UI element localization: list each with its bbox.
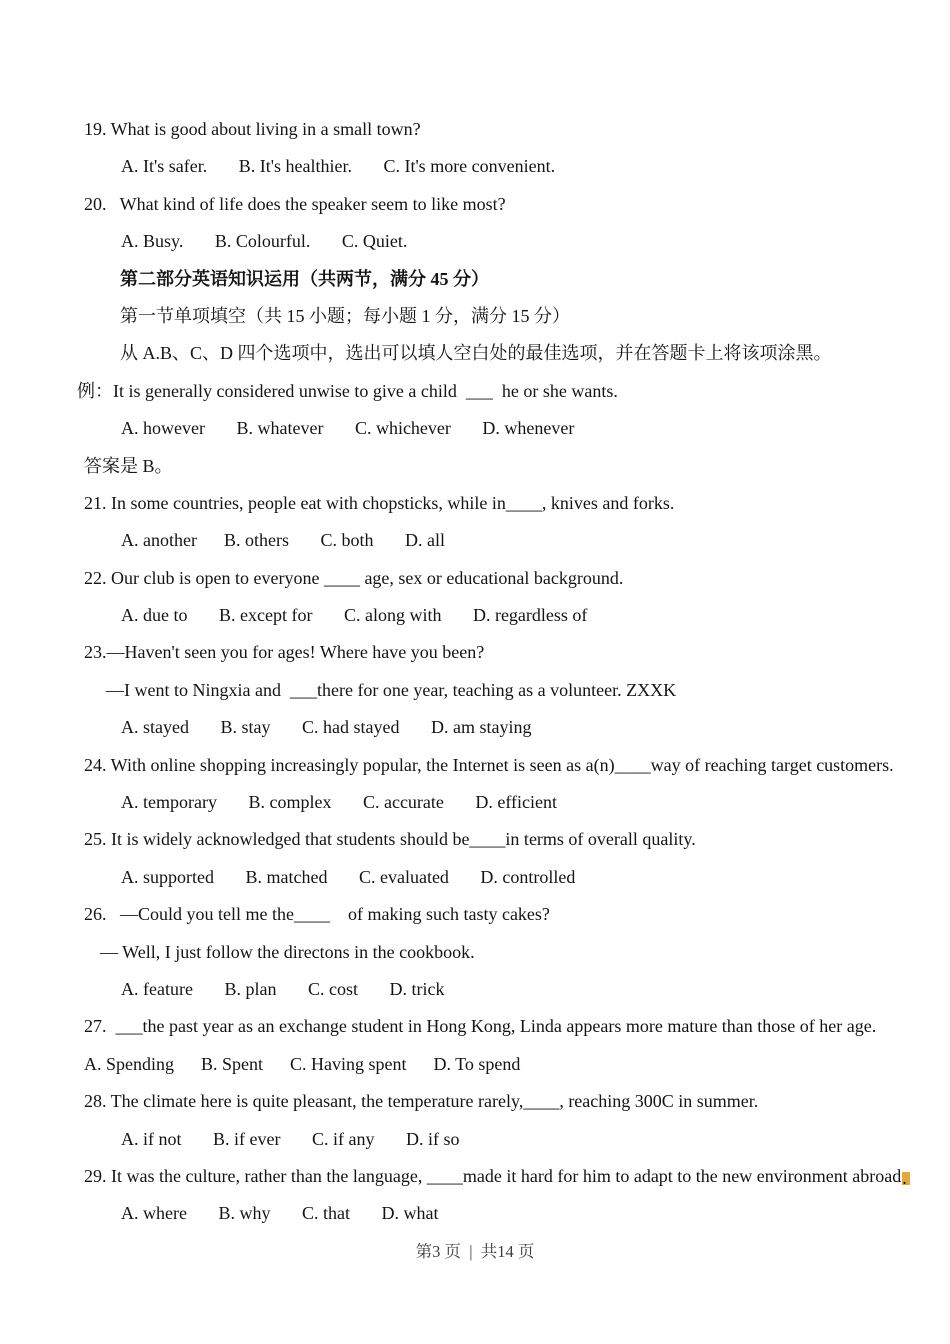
question-19: 19. What is good about living in a small town?: [84, 119, 421, 139]
example-options: A. however B. whatever C. whichever D. whenever: [121, 418, 575, 439]
question-20: 20. What kind of life does the speaker seem to like most?: [84, 193, 506, 214]
question-29: [84, 1158, 950, 1195]
question-23-reply: —I went to Ningxia and ___there for one year, teaching as a volunteer. ZXXK: [106, 679, 677, 700]
highlight-mark: .: [902, 1172, 910, 1185]
options-28: A. if not B. if ever C. if any D. if so: [121, 1128, 460, 1149]
instruction-line: 从 A.B、C、D 四个选项中，选出可以填人空白处的最佳选项，并在答题卡上将该项涂黑。: [120, 343, 832, 364]
options-27: A. Spending B. Spent C. Having spent D. To spend: [84, 1053, 521, 1074]
options-29: A. where B. why C. that D. what: [121, 1203, 439, 1224]
options-22: A. due to B. except for C. along with D. regardless of: [121, 605, 588, 626]
options-21: A. another B. others C. both D. all: [121, 530, 445, 551]
question-21: 21. In some countries, people eat with chopsticks, while in____, knives and forks.: [84, 492, 675, 513]
section-2-header: 第二部分英语知识运用（共两节，满分 45 分）: [120, 268, 489, 289]
options-20: A. Busy. B. Colourful. C. Quiet.: [121, 231, 408, 252]
question-23: 23.—Haven't seen you for ages! Where have you been?: [84, 642, 485, 663]
question-29-text: 29. It was the culture, rather than the language, ____made it hard for him to adapt to the new environment abroad: [84, 1165, 902, 1186]
options-25: A. supported B. matched C. evaluated D. controlled: [121, 866, 576, 887]
example-answer: 答案是 B。: [84, 455, 173, 476]
question-26-reply: — Well, I just follow the directons in the cookbook.: [100, 941, 475, 962]
section-2-part-1-header: 第一节单项填空（共 15 小题；每小题 1 分，满分 15 分）: [120, 305, 570, 326]
question-24: 24. With online shopping increasingly popular, the Internet is seen as a(n)____way of reaching target customers.: [84, 754, 894, 775]
question-26: 26. —Could you tell me the____ of making such tasty cakes?: [84, 904, 550, 925]
question-25: 25. It is widely acknowledged that students should be____in terms of overall quality.: [84, 829, 696, 850]
question-22: 22. Our club is open to everyone ____ age, sex or educational background.: [84, 567, 624, 588]
options-23: A. stayed B. stay C. had stayed D. am staying: [121, 717, 532, 738]
example-sentence: 例：It is generally considered unwise to give a child ___ he or she wants.: [77, 380, 618, 401]
options-26: A. feature B. plan C. cost D. trick: [121, 978, 445, 999]
options-19: A. It's safer. B. It's healthier. C. It's more convenient.: [121, 156, 556, 177]
footer-page-number: 第3 页 | 共14 页: [415, 1242, 535, 1261]
question-27: 27. ___the past year as an exchange student in Hong Kong, Linda appears more mature than those of her age.: [84, 1016, 877, 1037]
question-28: 28. The climate here is quite pleasant, the temperature rarely,____, reaching 300C in summer.: [84, 1091, 759, 1112]
page-content: [77, 0, 950, 1233]
options-24: A. temporary B. complex C. accurate D. efficient: [121, 792, 558, 813]
